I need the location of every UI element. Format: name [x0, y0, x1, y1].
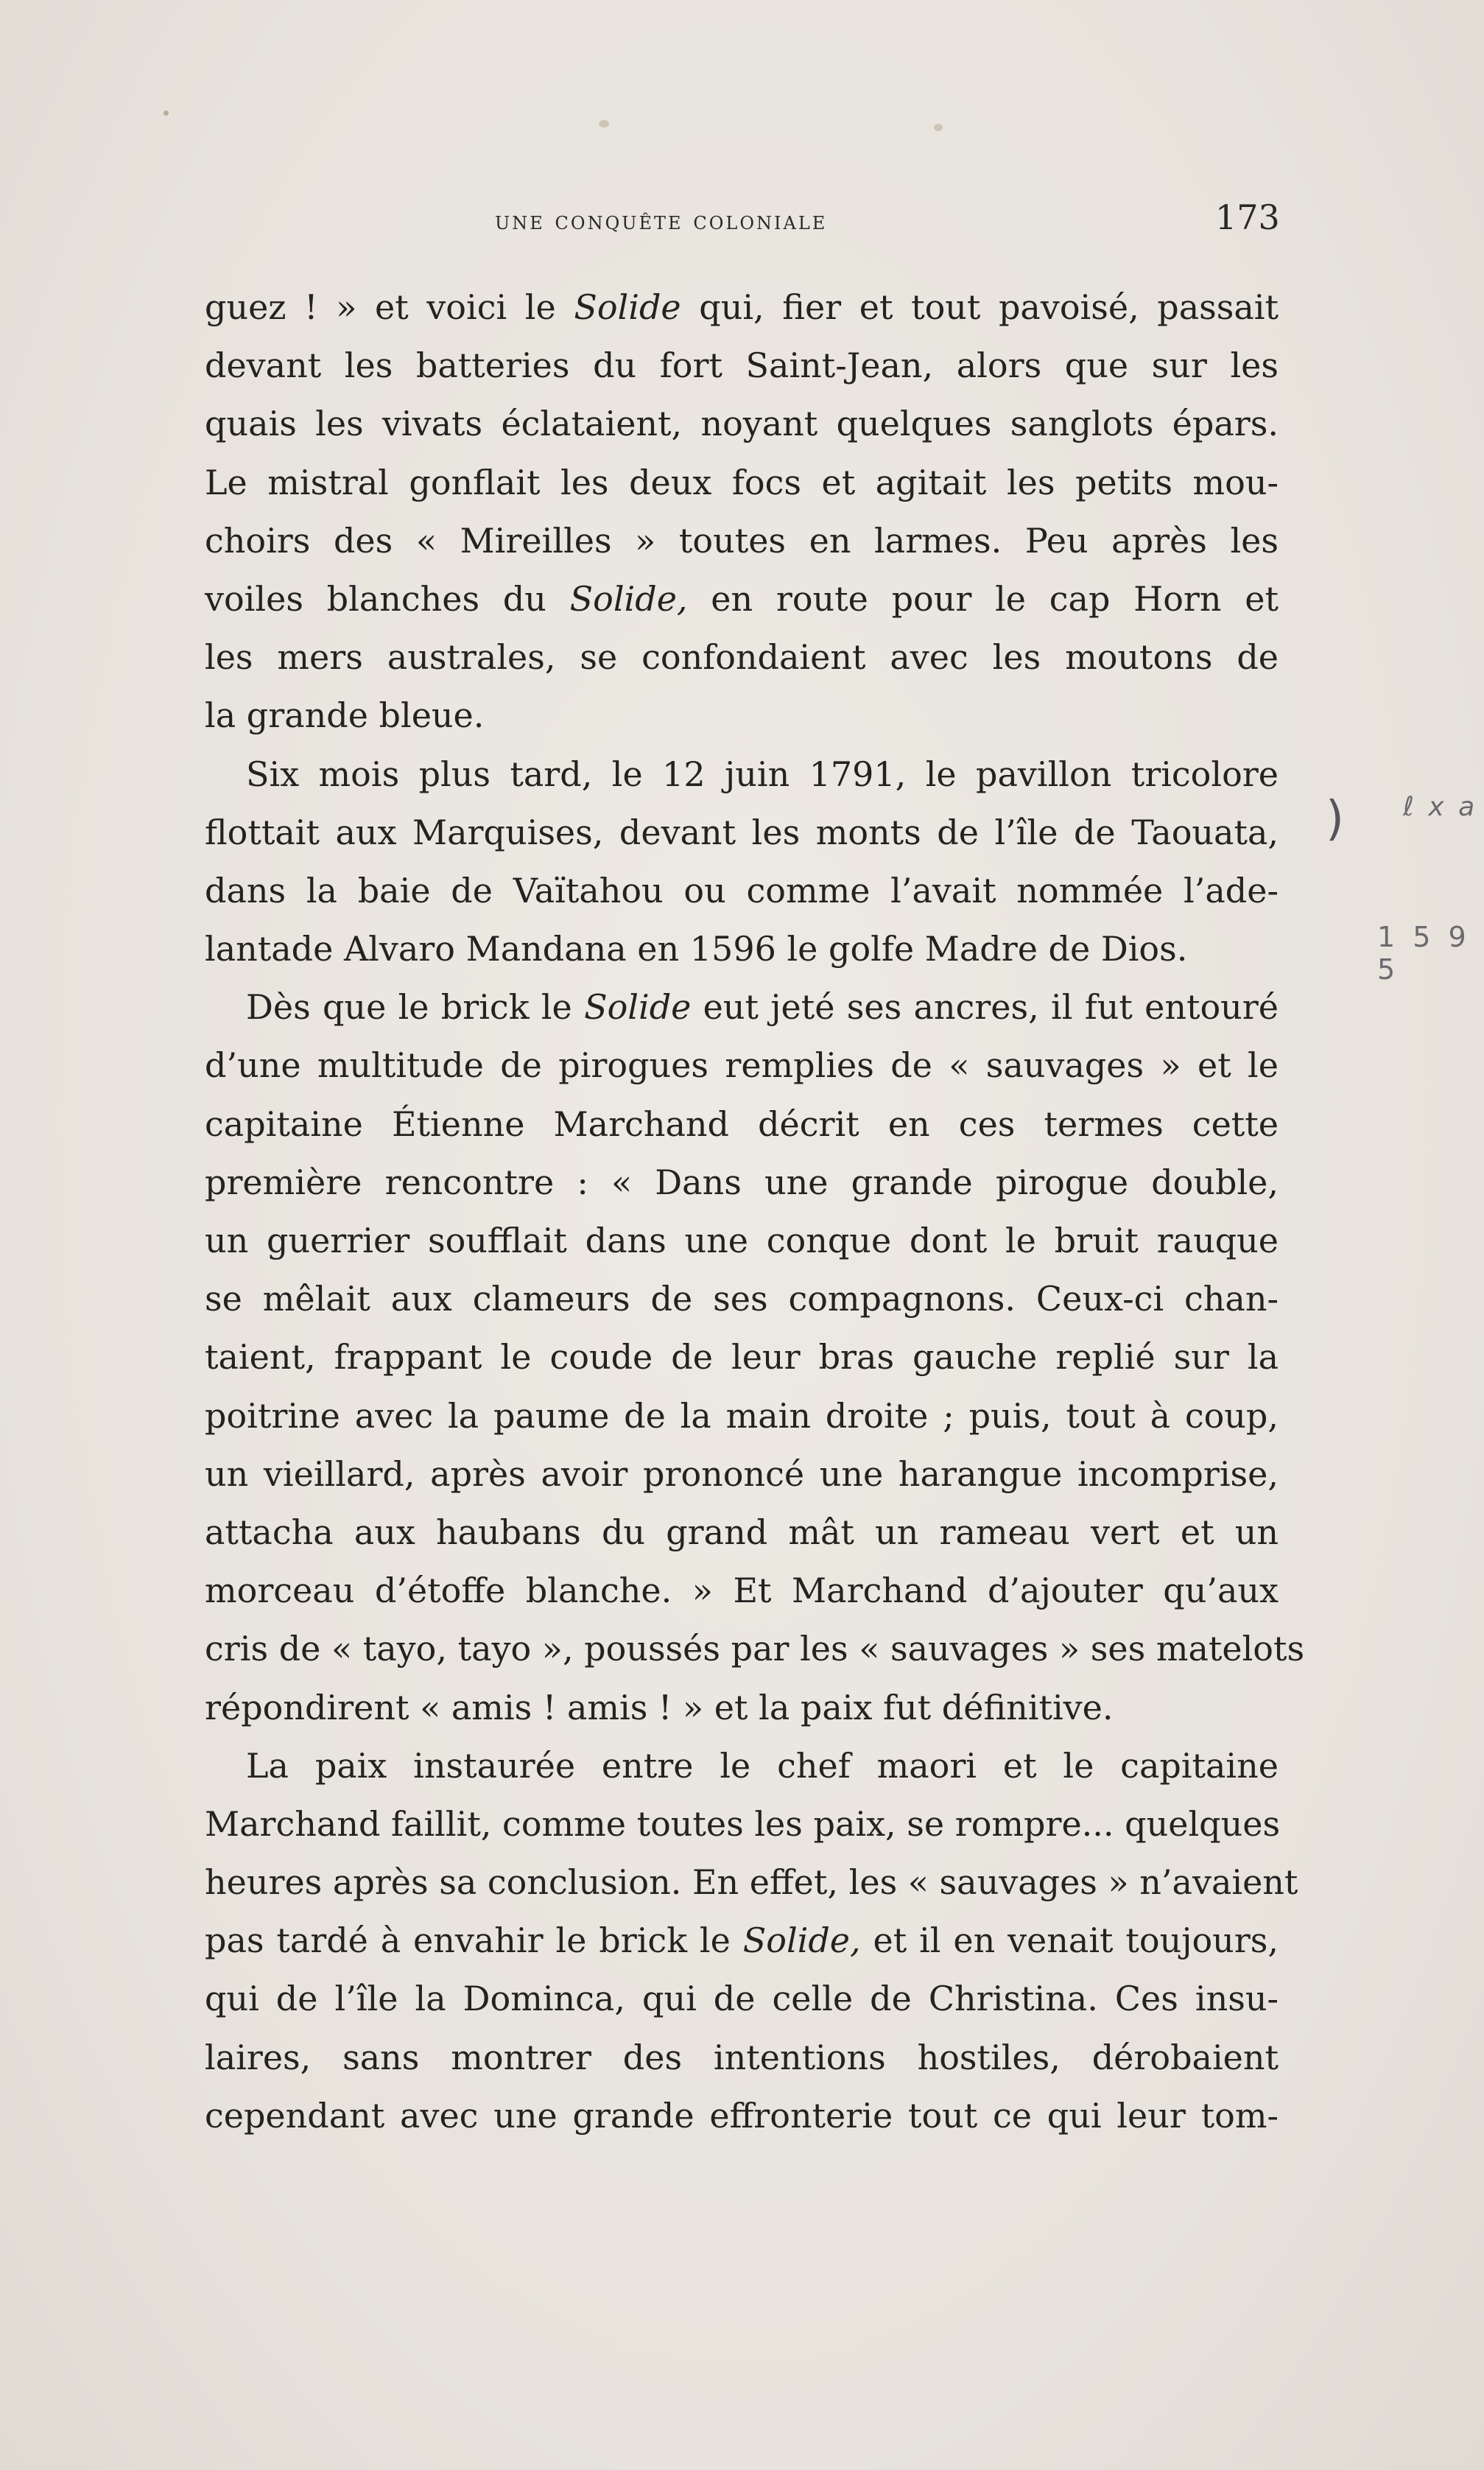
paper-speck — [934, 124, 943, 131]
paper-speck — [599, 120, 609, 127]
text-line: devant les batteries du fort Saint-Jean, alors que sur les — [205, 345, 1279, 386]
text-line: un guerrier soufflait dans une conque dont le bruit rauque — [205, 1221, 1279, 1260]
text-line: laires, sans montrer des intentions hostiles, dérobaient — [205, 2037, 1279, 2077]
text-line: quais les vivats éclataient, noyant quelques sanglots épars. — [205, 404, 1279, 444]
text-line: flottait aux Marquises, devant les monts de l’île de Taouata, — [205, 812, 1279, 852]
page-number: 173 — [1215, 197, 1280, 237]
text-line: capitaine Étienne Marchand décrit en ces termes cette — [205, 1104, 1279, 1144]
text-line: un vieillard, après avoir prononcé une harangue incomprise, — [205, 1453, 1279, 1494]
text-line: les mers australes, se confondaient avec les moutons de — [205, 637, 1279, 678]
text-line: guez ! » et voici le Solide qui, fier et tout pavoisé, passait — [205, 287, 1279, 327]
paper-speck — [163, 110, 169, 116]
text-line: voiles blanches du Solide, en route pour le cap Horn et — [205, 578, 1279, 619]
text-line: cris de « tayo, tayo », poussés par les « sauvages » ses matelots — [205, 1629, 1305, 1669]
text-line: poitrine avec la paume de la main droite ; puis, tout à coup, — [205, 1395, 1279, 1436]
text-line: pas tardé à envahir le brick le Solide, et il en venait toujours, — [205, 1920, 1279, 1961]
text-line: cependant avec une grande effronterie tout ce qui leur tom- — [205, 2095, 1279, 2136]
text-line: Marchand faillit, comme toutes les paix, se rompre... quelques — [205, 1803, 1281, 1844]
text-line: se mêlait aux clameurs de ses compagnons. Ceux-ci chan- — [205, 1279, 1279, 1319]
text-line: lantade Alvaro Mandana en 1596 le golfe Madre de Dios. — [205, 929, 1188, 969]
text-line: Dès que le brick le Solide eut jeté ses ancres, il fut entouré — [246, 987, 1279, 1028]
margin-annotation-paren: ) — [1326, 792, 1344, 846]
text-line: dans la baie de Vaïtahou ou comme l’avait nommée l’ade- — [205, 870, 1279, 911]
running-title: une conquête coloniale — [495, 206, 828, 236]
text-line: choirs des « Mireilles » toutes en larmes. Peu après les — [205, 520, 1279, 561]
text-line: répondirent « amis ! amis ! » et la paix fut définitive. — [205, 1687, 1114, 1727]
text-line: Six mois plus tard, le 12 juin 1791, le pavillon tricolore — [246, 754, 1279, 794]
text-line: morceau d’étoffe blanche. » Et Marchand d’ajouter qu’aux — [205, 1571, 1279, 1611]
text-line: La paix instaurée entre le chef maori et le capitaine — [246, 1745, 1279, 1786]
body-text — [205, 278, 1305, 2145]
margin-annotation-year: 1 5 9 5 — [1377, 921, 1471, 986]
margin-annotation-handwritten: ℓ x a — [1403, 792, 1478, 822]
text-line: heures après sa conclusion. En effet, les « sauvages » n’avaient — [205, 1862, 1298, 1903]
text-line: qui de l’île la Dominca, qui de celle de Christina. Ces insu- — [205, 1979, 1279, 2019]
text-line: attacha aux haubans du grand mât un rameau vert et un — [205, 1512, 1279, 1552]
text-line: la grande bleue. — [205, 695, 485, 736]
text-line: d’une multitude de pirogues remplies de « sauvages » et le — [205, 1045, 1279, 1086]
text-line: première rencontre : « Dans une grande pirogue double, — [205, 1162, 1279, 1202]
text-line: Le mistral gonflait les deux focs et agitait les petits mou- — [205, 462, 1279, 502]
text-line: taient, frappant le coude de leur bras gauche replié sur la — [205, 1337, 1279, 1378]
